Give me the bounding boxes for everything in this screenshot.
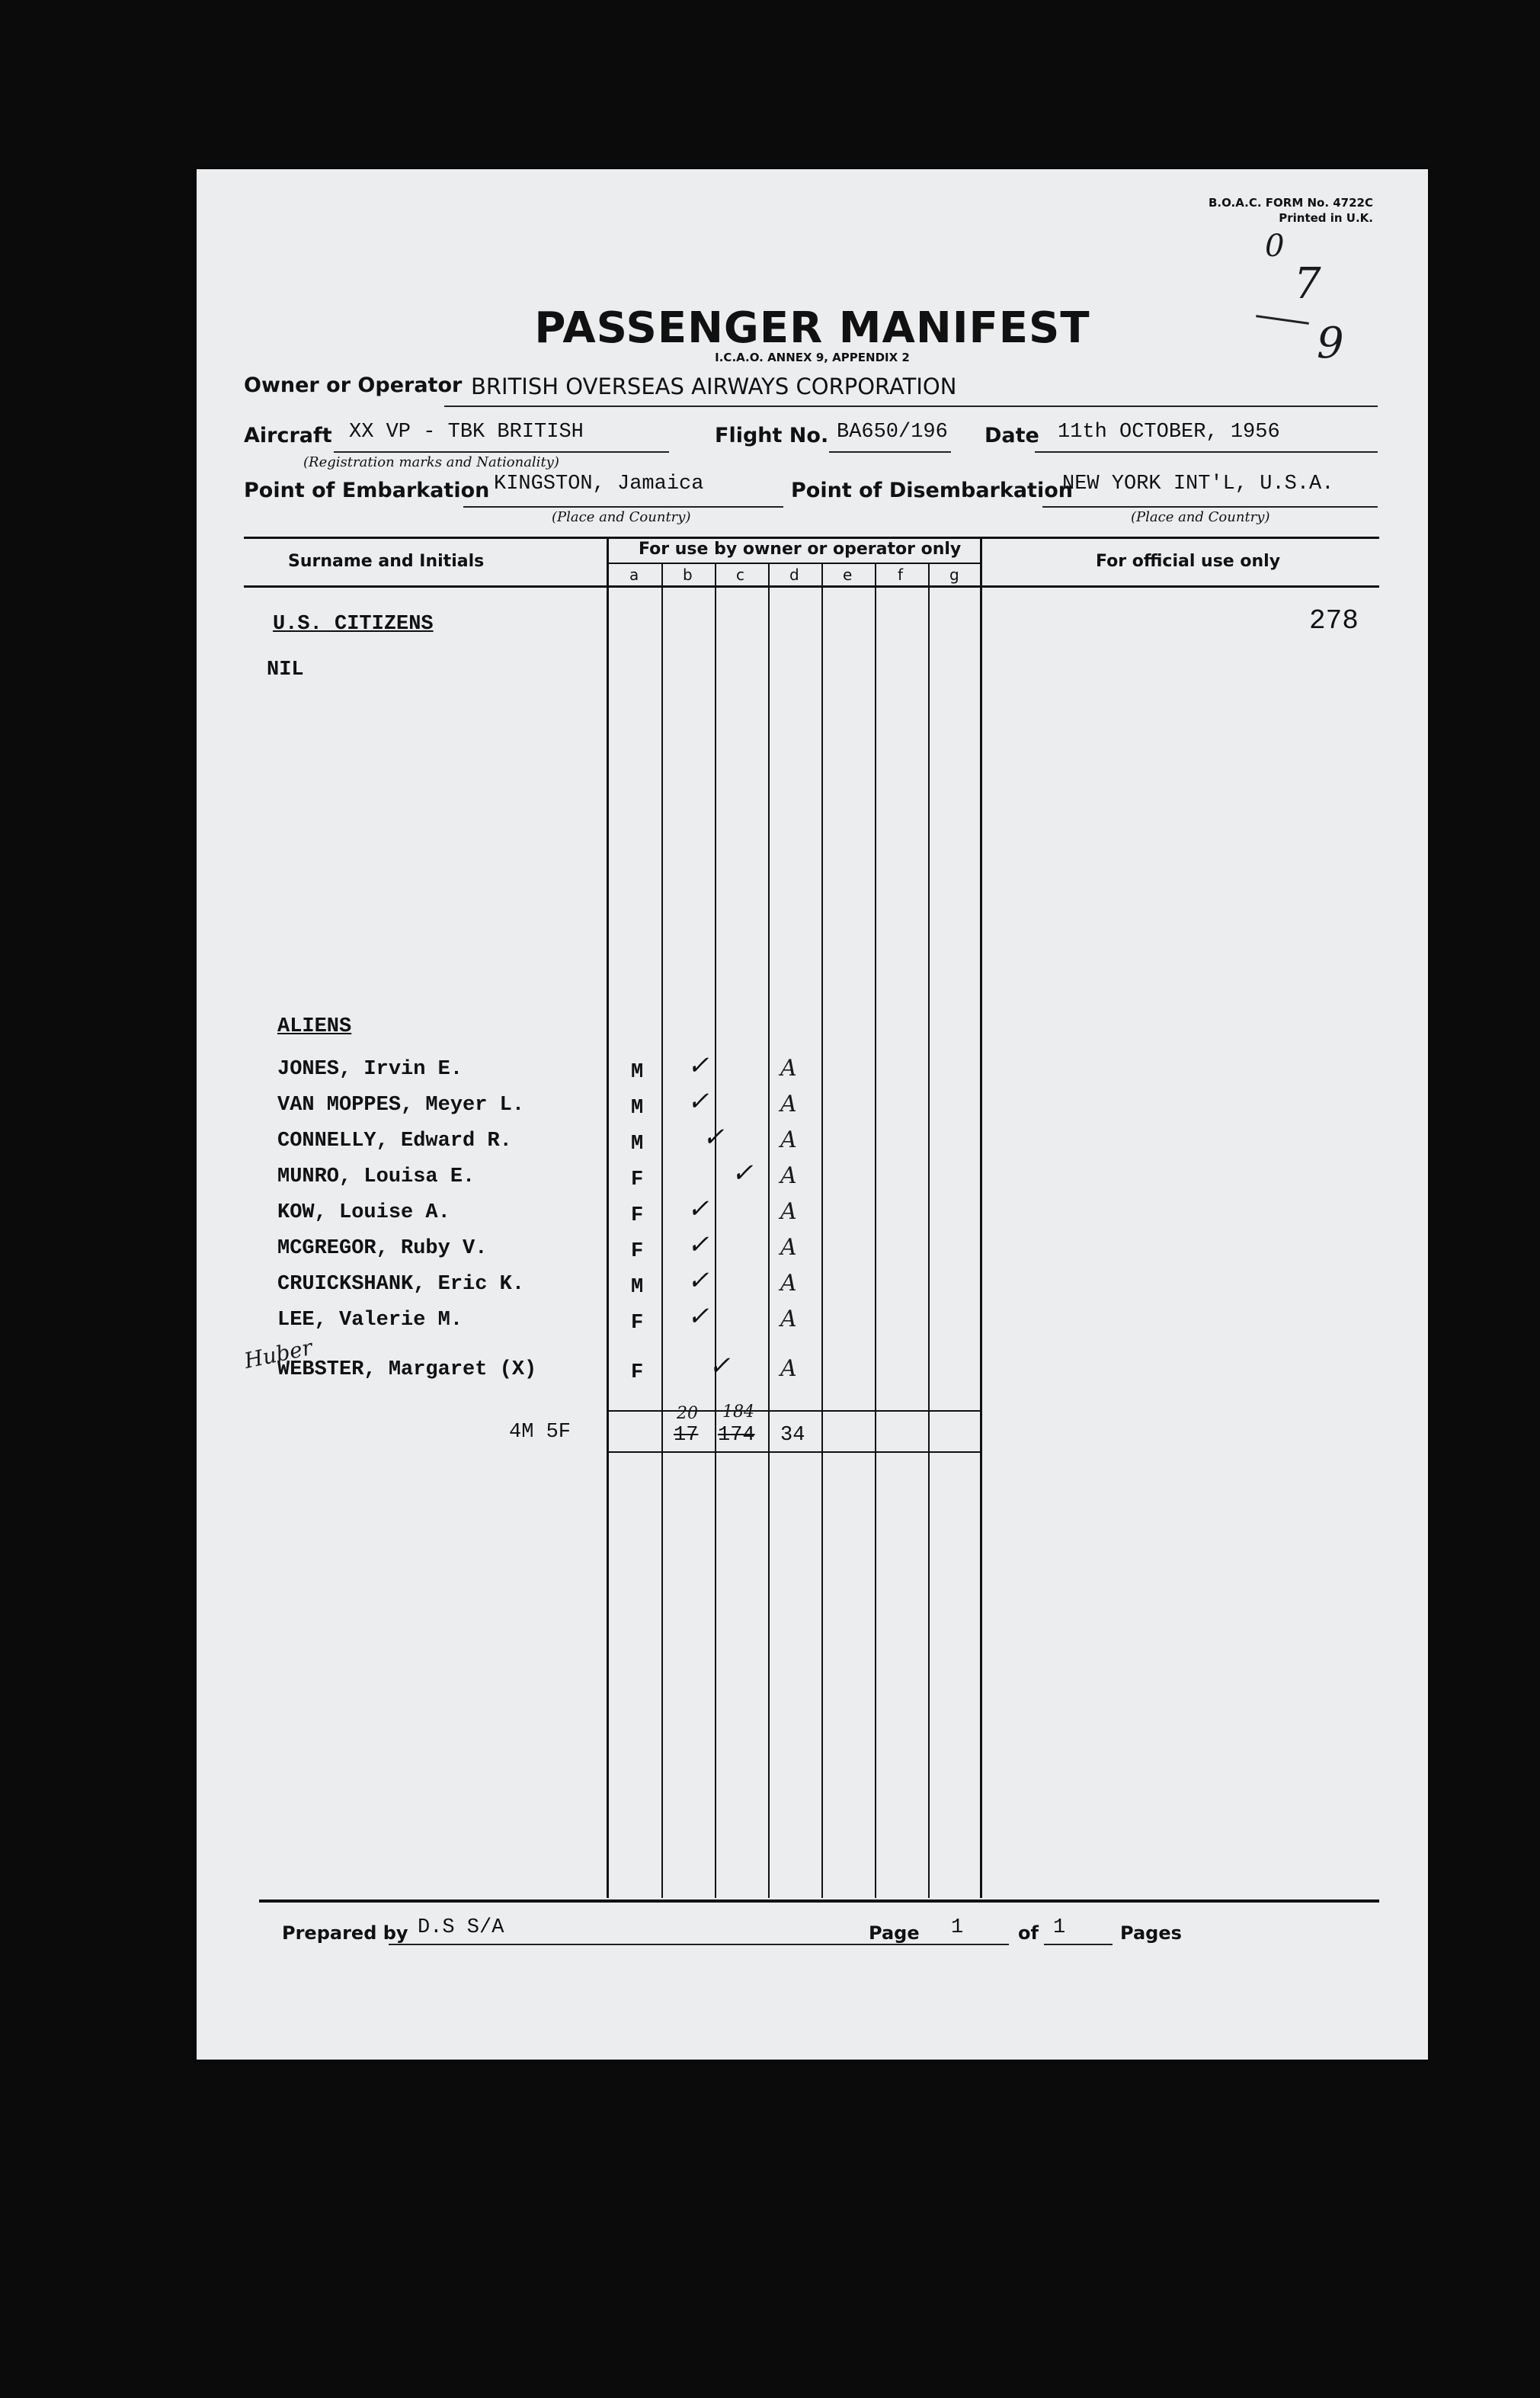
prepared-value: D.S S/A: [418, 1916, 504, 1939]
subcol-a: a: [629, 566, 639, 584]
col-divider-b: [661, 563, 663, 1898]
handwritten-fraction-den: 9: [1317, 319, 1344, 368]
passenger-sex: F: [631, 1312, 644, 1335]
passenger-name: MUNRO, Louisa E.: [277, 1165, 475, 1188]
totals-bottom-rule: [608, 1451, 981, 1453]
passenger-status: A: [780, 1198, 797, 1225]
passenger-sex: F: [631, 1361, 644, 1384]
passenger-sex: M: [631, 1276, 644, 1299]
passenger-status: A: [780, 1306, 797, 1332]
col-divider-e: [821, 563, 823, 1898]
passenger-sex: M: [631, 1133, 644, 1156]
footer-rule: [259, 1899, 1379, 1903]
margin-note: Huber: [242, 1334, 315, 1374]
passenger-name: KOW, Louise A.: [277, 1201, 450, 1224]
subcol-c: c: [736, 566, 744, 584]
col-divider-f: [875, 563, 876, 1898]
totals-b-correction: 20: [677, 1404, 698, 1423]
handwritten-mark: 0: [1265, 229, 1285, 264]
passenger-sex: M: [631, 1061, 644, 1084]
handwritten-fraction-num: 7: [1294, 259, 1321, 309]
disembarkation-label: Point of Disembarkation: [791, 479, 1073, 502]
of-label: of: [1018, 1922, 1039, 1944]
embarkation-note: (Place and Country): [552, 509, 691, 525]
passenger-check-icon: ✓: [687, 1229, 709, 1260]
passenger-status: A: [780, 1270, 797, 1297]
owner-underline: [444, 406, 1378, 407]
totals-c-correction: 184: [722, 1403, 754, 1422]
subcol-f: f: [898, 566, 904, 584]
table-header-rule: [244, 585, 1379, 588]
page-number: 1: [951, 1916, 964, 1939]
official-number: 278: [1309, 605, 1359, 636]
disembarkation-note: (Place and Country): [1131, 509, 1270, 525]
page-subtitle: I.C.A.O. ANNEX 9, APPENDIX 2: [715, 351, 910, 364]
passenger-check-icon: ✓: [703, 1122, 725, 1153]
subcol-rule: [608, 563, 981, 564]
owner-label: Owner or Operator: [244, 373, 463, 397]
aircraft-underline: [334, 451, 669, 453]
flight-label: Flight No.: [715, 424, 829, 447]
us-citizens-nil: NIL: [267, 659, 304, 681]
table-top-rule: [244, 537, 1379, 539]
disembarkation-value: NEW YORK INT'L, U.S.A.: [1062, 473, 1334, 495]
aircraft-note: (Registration marks and Nationality): [303, 454, 559, 470]
date-underline: [1035, 451, 1378, 453]
passenger-name: JONES, Irvin E.: [277, 1058, 463, 1081]
passenger-check-icon: ✓: [709, 1351, 731, 1381]
passenger-check-icon: ✓: [687, 1265, 709, 1296]
passenger-name: LEE, Valerie M.: [277, 1309, 463, 1332]
aircraft-value: XX VP - TBK BRITISH: [349, 421, 584, 444]
passenger-status: A: [780, 1127, 797, 1153]
embarkation-label: Point of Embarkation: [244, 479, 490, 502]
col-header-owner: For use by owner or operator only: [639, 540, 962, 559]
subcol-d: d: [789, 566, 799, 584]
flight-underline: [829, 451, 951, 453]
pages-label: Pages: [1120, 1922, 1182, 1944]
passenger-status: A: [780, 1091, 797, 1117]
passenger-name: CRUICKSHANK, Eric K.: [277, 1273, 525, 1296]
page-title: PASSENGER MANIFEST: [534, 303, 1090, 353]
passenger-status: A: [780, 1055, 797, 1082]
disembarkation-underline: [1042, 506, 1378, 508]
passenger-sex: F: [631, 1204, 644, 1227]
passenger-sex: F: [631, 1169, 644, 1191]
owner-value: BRITISH OVERSEAS AIRWAYS CORPORATION: [471, 373, 957, 399]
manifest-sheet: [197, 169, 1428, 2060]
date-value: 11th OCTOBER, 1956: [1058, 421, 1280, 444]
subcol-b: b: [683, 566, 693, 584]
form-number: B.O.A.C. FORM No. 4722C Printed in U.K.: [1209, 196, 1373, 225]
col-header-official: For official use only: [1096, 552, 1281, 571]
passenger-check-icon: ✓: [687, 1086, 709, 1117]
passenger-sex: M: [631, 1097, 644, 1120]
embarkation-value: KINGSTON, Jamaica: [494, 473, 704, 495]
page-label: Page: [869, 1922, 920, 1944]
passenger-status: A: [780, 1162, 797, 1189]
col-divider-c: [715, 563, 716, 1898]
col-divider-a: [607, 537, 609, 1898]
col-divider-g: [928, 563, 930, 1898]
totals-top-rule: [608, 1410, 981, 1412]
section-us-citizens: U.S. CITIZENS: [273, 613, 434, 636]
passenger-status: A: [780, 1355, 797, 1382]
passenger-check-icon: ✓: [687, 1301, 709, 1332]
prepared-underline: [389, 1944, 998, 1945]
date-label: Date: [985, 424, 1039, 447]
passenger-check-icon: ✓: [687, 1050, 709, 1081]
flight-value: BA650/196: [837, 421, 948, 444]
page-underline: [910, 1944, 1009, 1945]
passenger-check-icon: ✓: [732, 1158, 754, 1188]
passenger-check-icon: ✓: [687, 1194, 709, 1224]
subcol-g: g: [949, 566, 959, 584]
aircraft-label: Aircraft: [244, 424, 332, 447]
totals-b: 17: [674, 1424, 699, 1447]
col-header-name: Surname and Initials: [288, 552, 485, 571]
totals-d: 34: [780, 1424, 805, 1447]
pages-underline: [1044, 1944, 1113, 1945]
col-divider-official: [980, 537, 982, 1898]
col-divider-d: [768, 563, 770, 1898]
passenger-status: A: [780, 1234, 797, 1261]
totals-label: 4M 5F: [509, 1421, 571, 1444]
section-aliens: ALIENS: [277, 1015, 352, 1038]
passenger-name: VAN MOPPES, Meyer L.: [277, 1094, 525, 1117]
passenger-sex: F: [631, 1240, 644, 1263]
passenger-name: MCGREGOR, Ruby V.: [277, 1237, 488, 1260]
prepared-label: Prepared by: [282, 1922, 408, 1944]
passenger-name: WEBSTER, Margaret (X): [277, 1358, 537, 1381]
subcol-e: e: [843, 566, 853, 584]
pages-total: 1: [1053, 1916, 1066, 1939]
embarkation-underline: [463, 506, 783, 508]
totals-c: 174: [718, 1424, 755, 1447]
passenger-name: CONNELLY, Edward R.: [277, 1130, 512, 1153]
